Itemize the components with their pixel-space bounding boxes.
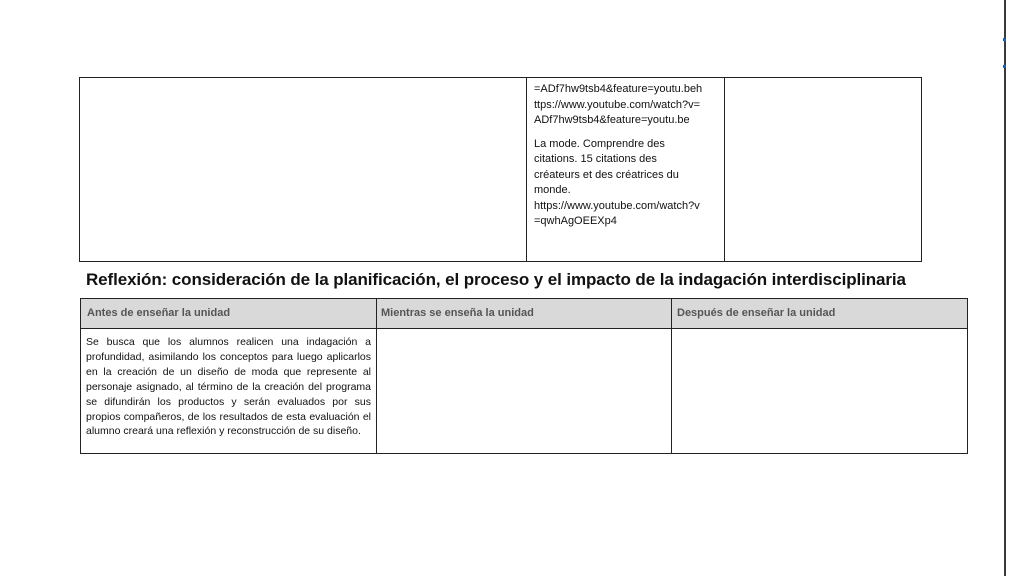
resources-cell [534,82,720,238]
header-during: Mientras se enseña la unidad [381,307,534,319]
column-divider [526,78,527,261]
before-cell-text: Se busca que los alumnos realicen una indagación a profundidad, asimilando los conceptos para luego aplicarlos en la creación de un diseño de moda que represente al personaje asignado, al término de la creación del programa se difundirán los productos y serán evaluados por sus propios compañeros, de los resultados de esta evaluación el alumno creará una reflexión y reconstrucción de su diseño. [86,336,371,438]
link-line: =ADf7hw9tsb4&feature=youtu.beh [534,83,703,95]
column-divider [376,299,377,453]
link-line: ttps://www.youtube.com/watch?v= [534,98,700,111]
section-title: Reflexión: consideración de la planificación, el proceso y el impacto de la indagación interdisciplinaria [86,270,906,289]
header-before: Antes de enseñar la unidad [87,307,231,319]
edge-mask [1006,0,1024,576]
mode-line: monde. [534,184,571,196]
link-line: ADf7hw9tsb4&feature=youtu.be [534,114,690,126]
mode-line: créateurs et des créatrices du [534,168,679,181]
mode-line: La mode. Comprendre des [534,137,665,150]
mode-line: https://www.youtube.com/watch?v [534,199,700,212]
column-divider [671,299,672,453]
reflection-table [80,298,968,454]
column-divider [724,78,725,261]
resources-table [79,77,922,262]
link-block [534,82,720,129]
header-after: Después de enseñar la unidad [677,307,836,319]
mode-line: citations. 15 citations des [534,153,657,165]
mode-block [534,137,720,230]
mode-line: =qwhAgOEEXp4 [534,215,617,227]
